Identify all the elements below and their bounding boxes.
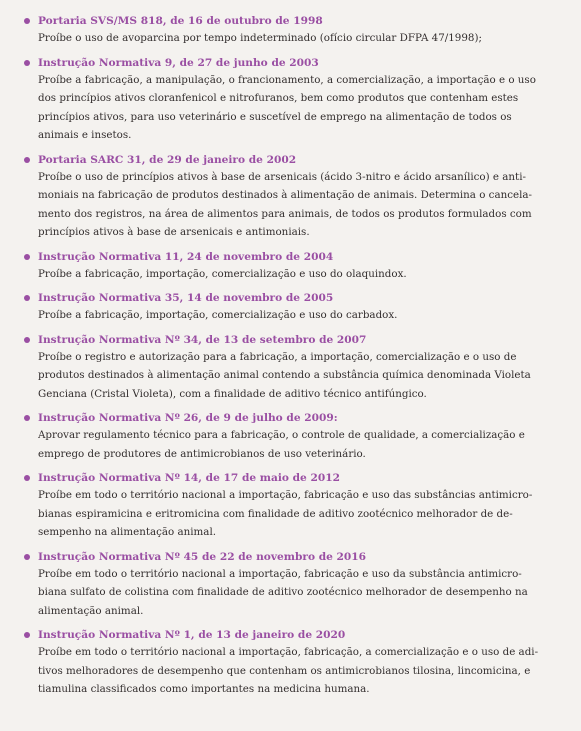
- regulation-description: [38, 29, 571, 48]
- bullet-icon: [24, 415, 30, 421]
- description-line: mento dos registros, na área de alimentos para animais, de todos os produtos formulados com: [38, 207, 532, 220]
- description-line: Proíbe a fabricação, importação, comercialização e uso do carbadox.: [38, 309, 398, 321]
- regulation-item: [24, 411, 571, 463]
- description-line: produtos destinados à alimentação animal contendo a substância química denominada Violeta: [38, 369, 531, 381]
- regulation-title: Instrução Normativa Nº 1, de 13 de janeiro de 2020: [38, 629, 346, 641]
- regulation-item: [24, 333, 571, 404]
- regulation-title: Instrução Normativa Nº 45 de 22 de novembro de 2016: [38, 550, 367, 563]
- regulation-description: [38, 643, 571, 699]
- regulation-item: [24, 250, 571, 284]
- description-line: sempenho na alimentação animal.: [38, 526, 217, 538]
- regulation-title: Instrução Normativa Nº 34, de 13 de setembro de 2007: [38, 333, 367, 346]
- regulation-title: Portaria SARC 31, de 29 de janeiro de 2002: [38, 153, 297, 166]
- regulation-title: Portaria SVS/MS 818, de 16 de outubro de 1998: [38, 15, 323, 27]
- bullet-icon: [24, 157, 30, 163]
- regulation-item: [24, 56, 571, 145]
- regulation-description: [38, 486, 571, 542]
- bullet-icon: [24, 475, 30, 481]
- regulation-item: [24, 471, 571, 542]
- bullet-icon: [24, 60, 30, 66]
- description-line: moniais na fabricação de produtos destinados à alimentação de animais. Determina o cancela-: [38, 189, 532, 201]
- bullet-icon: [24, 18, 30, 24]
- regulation-description: [38, 348, 571, 404]
- regulation-title: Instrução Normativa Nº 14, de 17 de maio de 2012: [38, 472, 340, 484]
- bullet-icon: [24, 337, 30, 343]
- regulation-title: Instrução Normativa 11, 24 de novembro de 2004: [38, 250, 334, 263]
- regulation-title: Instrução Normativa Nº 26, de 9 de julho de 2009:: [38, 412, 338, 424]
- regulation-description: [38, 306, 571, 325]
- description-line: emprego de produtores de antimicrobianos de uso veterinário.: [38, 447, 366, 460]
- description-line: Proíbe em todo o território nacional a importação, fabricação e uso das substâncias antimicro-: [38, 489, 533, 501]
- description-line: Proíbe o uso de avoparcina por tempo indeterminado (ofício circular DFPA 47/1998);: [38, 32, 482, 44]
- bullet-icon: [24, 554, 30, 560]
- description-line: Proíbe o registro e autorização para a fabricação, a importação, comercialização e o uso de: [38, 350, 517, 363]
- regulation-description: [38, 168, 571, 242]
- regulation-item: [24, 628, 571, 699]
- regulation-title: Instrução Normativa 9, de 27 de junho de 2003: [38, 56, 319, 69]
- description-line: Aprovar regulamento técnico para a fabricação, o controle de qualidade, a comercialização e: [38, 429, 525, 441]
- description-line: bianas espiramicina e eritromicina com finalidade de aditivo zootécnico melhorador de de-: [38, 507, 513, 520]
- description-line: Proíbe em todo o território nacional a importação, fabricação e uso da substância antimicro-: [38, 567, 522, 580]
- description-line: biana sulfato de colistina com finalidade de aditivo zootécnico melhorador de desempenho na: [38, 586, 528, 598]
- regulation-description: [38, 71, 571, 145]
- description-line: Proíbe em todo o território nacional a importação, fabricação, a comercialização e o uso de adi-: [38, 646, 539, 658]
- regulation-description: [38, 426, 571, 463]
- regulation-item: [24, 291, 571, 325]
- bullet-icon: [24, 254, 30, 260]
- description-line: tiamulina classificados como importantes na medicina humana.: [38, 683, 370, 695]
- description-line: Proíbe a fabricação, importação, comercialização e uso do olaquindox.: [38, 267, 407, 280]
- description-line: Genciana (Cristal Violeta), com a finalidade de aditivo técnico antifúngico.: [38, 387, 427, 400]
- description-line: tivos melhoradores de desempenho que contenham os antimicrobianos tilosina, lincomicina, e: [38, 664, 531, 677]
- regulation-title: Instrução Normativa 35, 14 de novembro de 2005: [38, 292, 334, 304]
- regulation-item: [24, 550, 571, 621]
- description-line: Proíbe a fabricação, a manipulação, o francionamento, a comercialização, a importação e o uso: [38, 73, 536, 86]
- description-line: dos princípios ativos cloranfenicol e nitrofuranos, bem como produtos que contenham estes: [38, 92, 519, 104]
- regulation-description: [38, 565, 571, 621]
- description-line: princípios ativos, para uso veterinário e suscetível de emprego na alimentação de todos os: [38, 110, 512, 123]
- regulation-description: [38, 265, 571, 284]
- regulation-item: [24, 153, 571, 242]
- description-line: alimentação animal.: [38, 604, 144, 617]
- description-line: princípios ativos à base de arsenicais e antimoniais.: [38, 226, 310, 238]
- bullet-icon: [24, 295, 30, 301]
- description-line: Proíbe o uso de princípios ativos à base de arsenicais (ácido 3-nitro e ácido arsanílico) e anti-: [38, 170, 526, 183]
- regulation-item: [24, 14, 571, 48]
- bullet-icon: [24, 632, 30, 638]
- description-line: animais e insetos.: [38, 129, 132, 141]
